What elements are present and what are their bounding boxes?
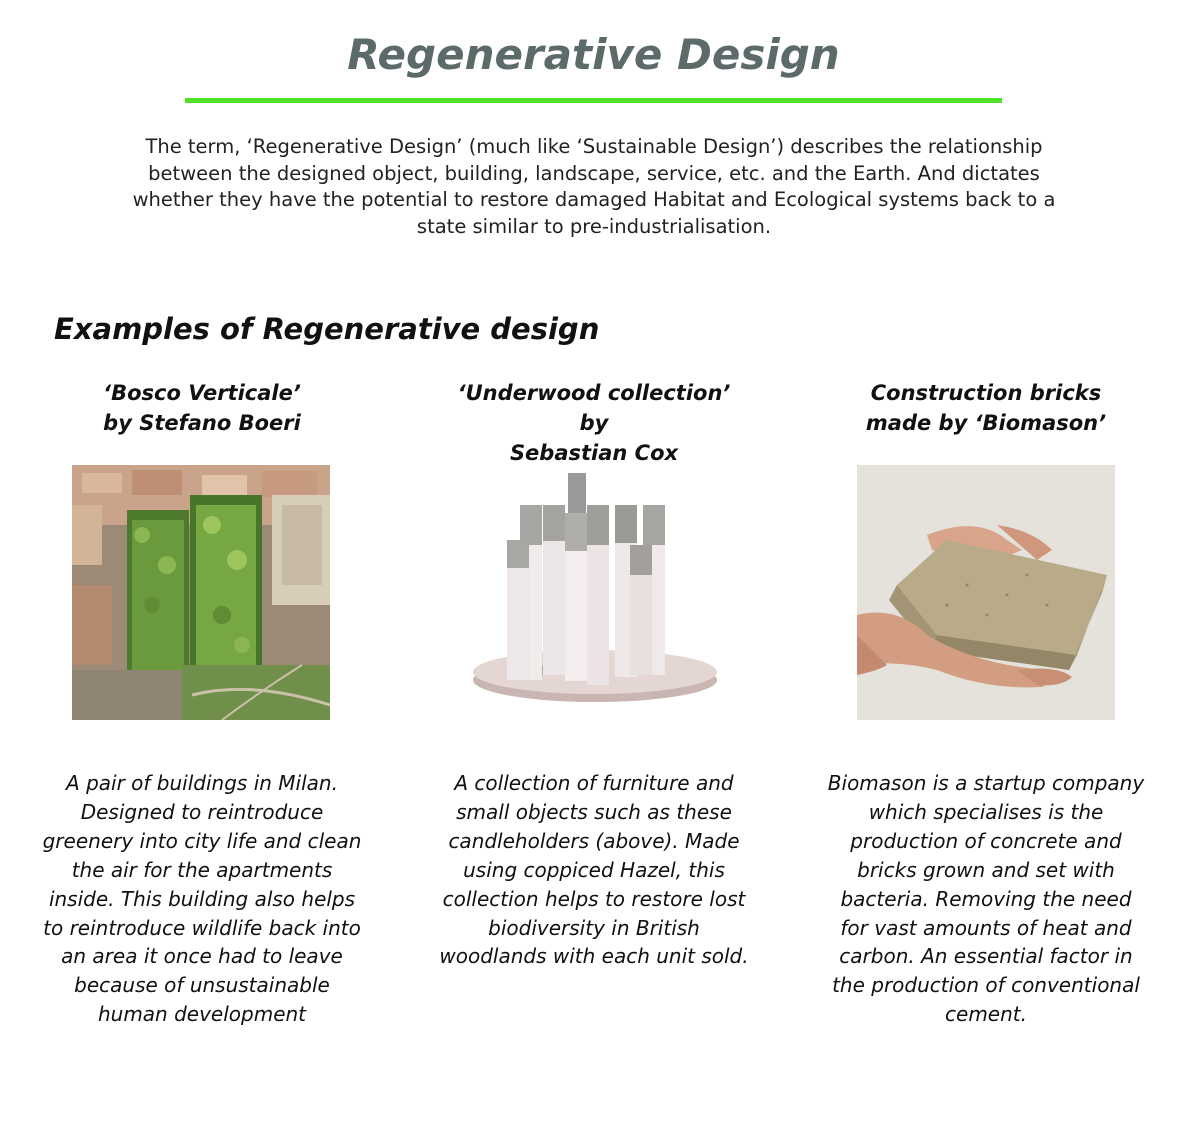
example-title-line2: Sebastian Cox [509,441,679,465]
example-title-line2: made by ‘Biomason’ [865,411,1107,435]
example-bosco-verticale [42,378,362,1027]
example-title-line2: by Stefano Boeri [103,411,301,435]
example-underwood-collection [439,378,749,969]
example-title-line1: ‘Bosco Verticale’ [103,381,301,405]
example-title [52,378,352,438]
intro-paragraph: The term, ‘Regenerative Design’ (much like ‘Sustainable Design’) describes the relationship between the designed object, building, landscape, service, etc. and the Earth. And dictates whether they have the potential to restore damaged Habitat and Ecological systems back to a state similar to pre-industrialisation. [132,135,1056,239]
bosco-verticale-photo [72,465,330,720]
page-title: Regenerative Design [347,30,840,79]
example-description: Biomason is a startup company which specialises is the production of concrete and bricks grown and set with bacteria. Removing the need for vast amounts of heat and carbon. An essential factor in the production of conventional cement. [827,771,1145,1027]
example-title-line1: ‘Underwood collection’ by [457,381,731,435]
example-title [444,378,744,468]
example-description: A pair of buildings in Milan. Designed to reintroduce greenery into city life and clean the air for the apartments inside. This building also helps to reintroduce wildlife back into an area it once had to leave because of unsustainable human development [42,771,362,1027]
example-biomason-bricks [827,378,1145,1027]
example-title-line1: Construction bricks [870,381,1102,405]
underwood-candleholders-photo [465,465,723,720]
example-title [836,378,1136,438]
title-underline [185,98,1002,103]
biomason-brick-photo [857,465,1115,720]
section-heading: Examples of Regenerative design [54,312,600,346]
example-description: A collection of furniture and small objects such as these candleholders (above). Made using coppiced Hazel, this collection helps to restore lost biodiversity in British woodlands with each unit sold. [439,771,749,969]
